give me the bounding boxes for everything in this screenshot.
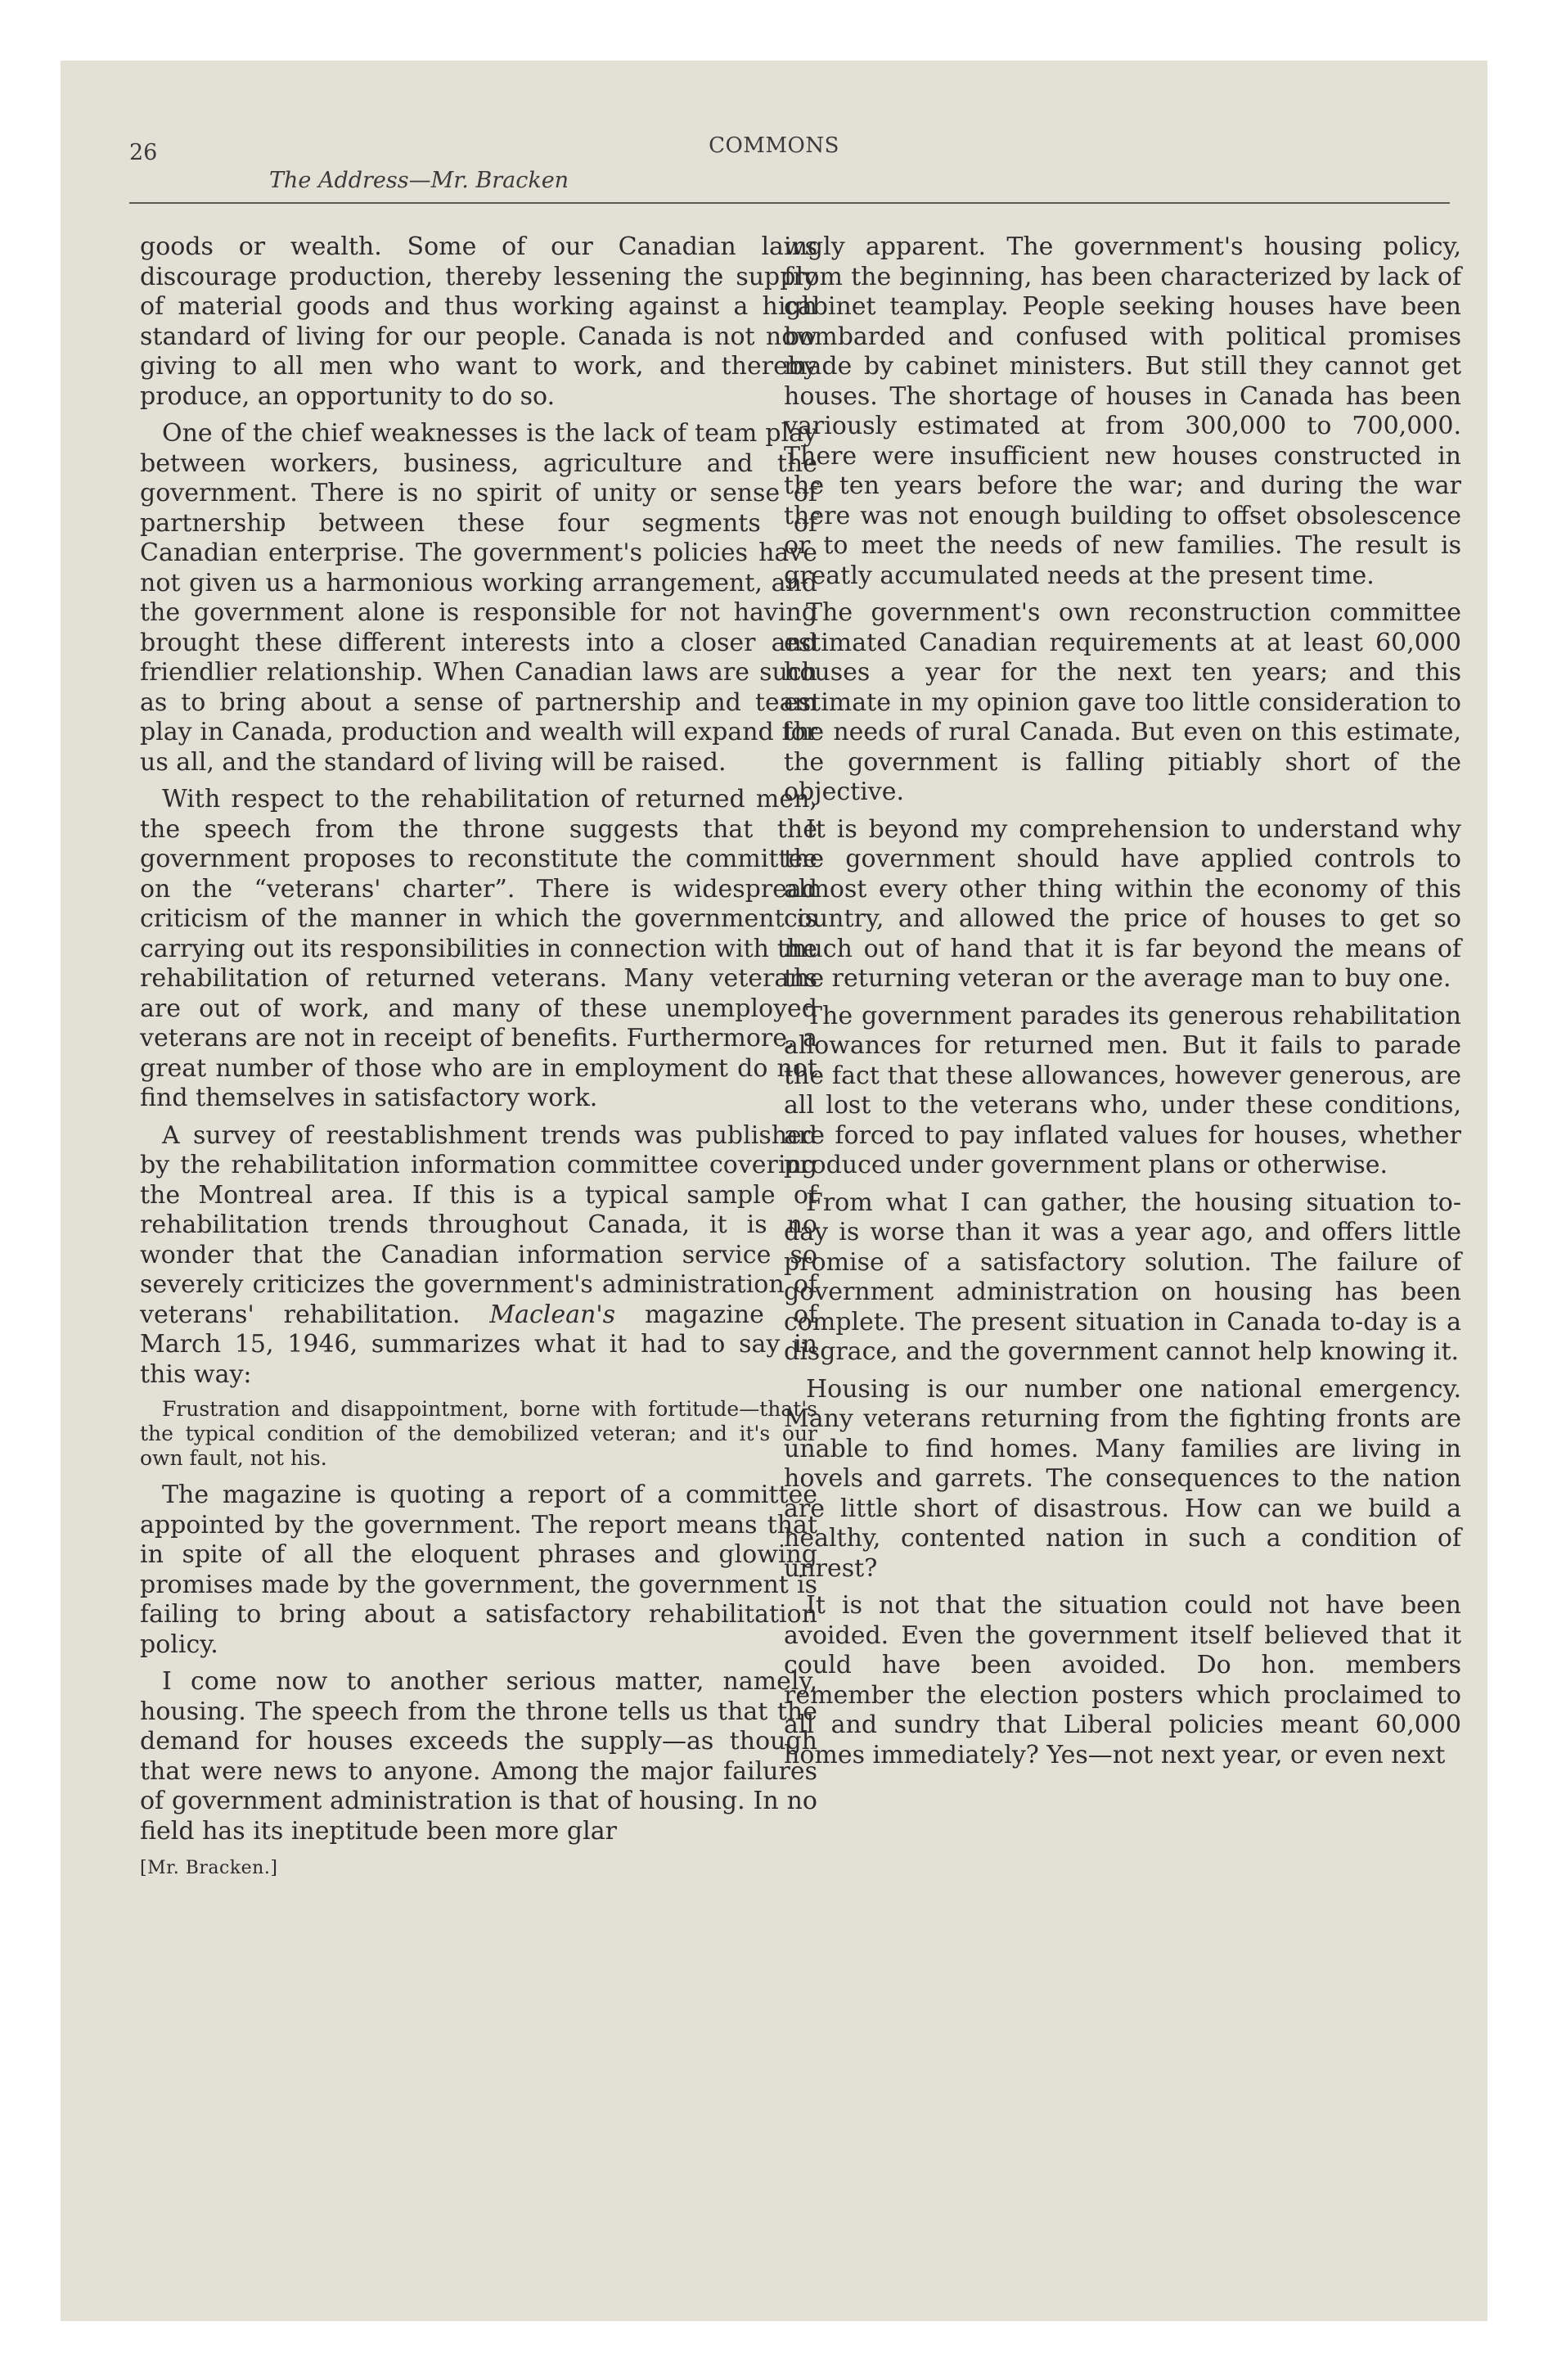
header-divider	[129, 202, 1450, 204]
paragraph: One of the chief weaknesses is the lack of team play between workers, business, agriculture and the government. There is no spirit of unity or sense of partnership between these four segments of Canadian enterprise. The government's policies have not given us a harmonious working arrangement, and the government alone is responsible for not having brought these different interests into a closer and friendlier relationship. When Canadian laws are such as to bring about a sense of partnership and team play in Canada, production and wealth will expand for us all, and the standard of living will be raised.	[140, 419, 817, 777]
paragraph: The government parades its generous rehabilitation allowances for returned men. But it fails to parade the fact that these allowances, however generous, are all lost to the veterans who, under these conditions, are forced to pay inflated values for houses, whether produced under government plans or otherwise.	[784, 1001, 1461, 1179]
paragraph: With respect to the rehabilitation of returned men, the speech from the throne suggests that the government proposes to reconstitute the committee on the “veterans' charter”. There is widespread criticism of the manner in which the government is carrying out its responsibilities in connection with the rehabilitation of returned veterans. Many veterans are out of work, and many of these unemployed veterans are not in receipt of benefits. Furthermore, a great number of those who are in employment do not find themselves in satisfactory work.	[140, 785, 817, 1112]
speaker-footer: [Mr. Bracken.]	[140, 1858, 278, 1878]
paragraph: The magazine is quoting a report of a committee appointed by the government. The report means that in spite of all the eloquent phrases and glowing promises made by the government, the government is failing to bring about a satisfactory rehabilitation policy.	[140, 1481, 817, 1659]
magazine-title: Maclean's	[489, 1300, 616, 1329]
left-column	[140, 232, 817, 1884]
paragraph: It is beyond my comprehension to understand why the government should have applied controls to almost every other thing within the economy of this country, and allowed the price of houses to get so much out of hand that it is far beyond the means of the returning veteran or the average man to buy one.	[784, 814, 1461, 993]
paragraph: The government's own reconstruction committee estimated Canadian requirements at at least 60,000 houses a year for the next ten years; and this estimate in my opinion gave too little consideration to the needs of rural Canada. But even on this estimate, the government is falling pitiably short of the objective.	[784, 598, 1461, 806]
paragraph: ingly apparent. The government's housing policy, from the beginning, has been characterized by lack of cabinet teamplay. People seeking houses have been bombarded and confused with political promises made by cabinet ministers. But still they cannot get houses. The shortage of houses in Canada has been variously estimated at from 300,000 to 700,000. There were insufficient new houses constructed in the ten years before the war; and during the war there was not enough building to offset obsolescence or to meet the needs of new families. The result is greatly accumulated needs at the present time.	[784, 232, 1461, 590]
block-quote: Frustration and disappointment, borne with fortitude—that's the typical condition of the demobilized veteran; and it's our own fault, not his.	[140, 1397, 817, 1470]
paragraph: Housing is our number one national emergency. Many veterans returning from the fighting fronts are unable to find homes. Many families are living in hovels and garrets. The consequences to the nation are little short of disastrous. How can we build a healthy, contented nation in such a condition of unrest?	[784, 1374, 1461, 1583]
section-title: The Address—Mr. Bracken	[269, 168, 569, 193]
paragraph-text: magazine of March 15, 1946, summarizes what it had to say in this way:	[140, 1300, 817, 1389]
paragraph: From what I can gather, the housing situation to-day is worse than it was a year ago, and offers little promise of a satisfactory solution. The failure of government administration on housing has been complete. The present situation in Canada to-day is a disgrace, and the government cannot help knowing it.	[784, 1188, 1461, 1366]
paragraph: It is not that the situation could not have been avoided. Even the government itself believed that it could have been avoided. Do hon. members remember the election posters which proclaimed to all and sundry that Liberal policies meant 60,000 homes immediately? Yes—not next year, or even next	[784, 1591, 1461, 1769]
scanned-page	[61, 61, 1487, 2321]
page-number: 26	[129, 140, 158, 165]
paragraph: goods or wealth. Some of our Canadian laws discourage production, thereby lessening the supply of material goods and thus working against a high standard of living for our people. Canada is not now giving to all men who want to work, and thereby produce, an opportunity to do so.	[140, 232, 817, 411]
paragraph	[140, 1121, 817, 1391]
running-head: COMMONS	[709, 133, 839, 158]
paragraph-text: A survey of reestablishment trends was published by the rehabilitation information committee covering the Montreal area. If this is a typical sample of rehabilitation trends throughout Canada, it is no wonder that the Canadian information service so severely criticizes the government's administration of veterans' rehabilitation.	[140, 1120, 817, 1329]
right-column	[784, 232, 1461, 1778]
paragraph: I come now to another serious matter, namely, housing. The speech from the throne tells us that the demand for houses exceeds the supply—as though that were news to anyone. Among the major failures of government administration is that of housing. In no field has its ineptitude been more glar	[140, 1667, 817, 1846]
